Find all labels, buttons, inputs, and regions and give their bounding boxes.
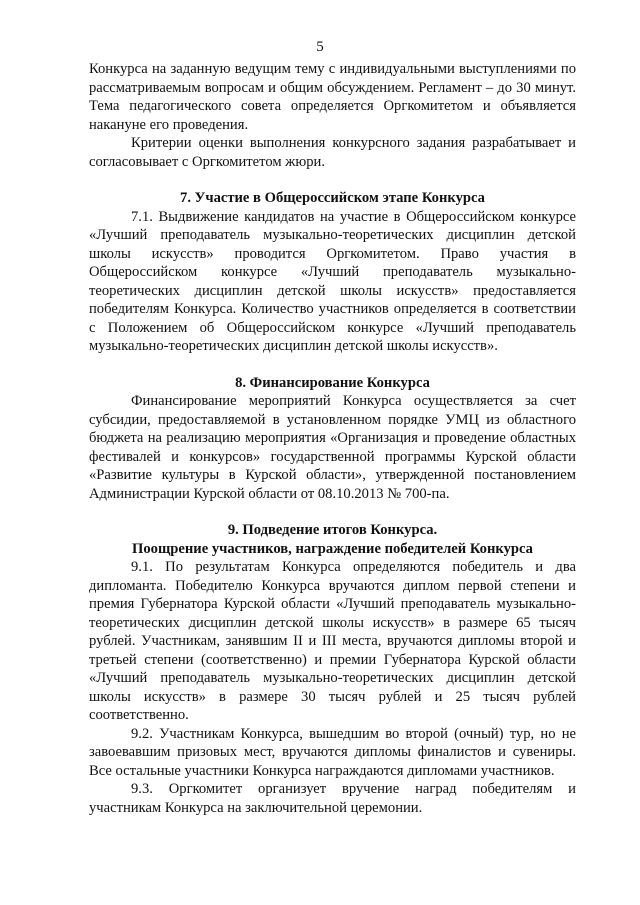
- section-9-paragraph-2: 9.2. Участникам Конкурса, вышедшим во второй (очный) тур, но не завоевавшим призовых мест, вручаются дипломы финалистов и сувениры. Все остальные участники Конкурса награждаются дипломами участников.: [89, 725, 576, 779]
- intro-paragraph-2: Критерии оценки выполнения конкурсного задания разрабатывает и согласовывает с Оргкомитетом жюри.: [89, 135, 576, 170]
- section-9-heading: 9. Подведение итогов Конкурса.: [227, 522, 438, 538]
- section-8-heading: 8. Финансирование Конкурса: [235, 374, 430, 391]
- document-body: [89, 60, 576, 817]
- section-7-heading: 7. Участие в Общероссийском этапе Конкурса: [180, 190, 485, 206]
- section-9-paragraph-1: 9.1. По результатам Конкурса определяются победитель и два дипломанта. Победителю Конкурса вручаются диплом первой степени и премия Губернатора Курской области «Лучший преподаватель музыкально-теоретических дисциплин детской школы искусств» в размере 65 тысяч рублей. Участникам, занявшим II и III места, вручаются дипломы второй и третьей степени (соответственно) и премии Губернатора Курской области «Лучший преподаватель музыкально-теоретических дисциплин детской школы искусств» в размере 30 тысяч рублей и 25 тысяч рублей соответственно.: [89, 559, 576, 723]
- intro-paragraph-1: Конкурса на заданную ведущим тему с индивидуальными выступлениями по рассматриваемым вопросам и общим обсуждением. Регламент – до 30 минут. Тема педагогического совета определяется Оргкомитетом и объявляется накануне его проведения.: [89, 61, 576, 133]
- section-7-paragraph-1: 7.1. Выдвижение кандидатов на участие в Общероссийском конкурсе «Лучший преподаватель музыкально-теоретических дисциплин детской школы искусств» проводится Оргкомитетом. Право участия в Общероссийском конкурсе «Лучший преподаватель музыкально-теоретических дисциплин детской школы искусств» предоставляется победителям Конкурса. Количество участников определяется в соответствии с Положением об Общероссийском конкурсе «Лучший преподаватель музыкально-теоретических дисциплин детской школы искусств».: [89, 208, 576, 354]
- section-9-paragraph-3: 9.3. Оргкомитет организует вручение наград победителям и участникам Конкурса на заключительной церемонии.: [89, 781, 576, 816]
- section-8-paragraph-1: Финансирование мероприятий Конкурса осуществляется за счет субсидии, предоставляемой в установленном порядке УМЦ из областного бюджета на реализацию мероприятия «Организация и проведение областных фестивалей и конкурсов» государственной программы Курской области «Развитие культуры в Курской области», утвержденной постановлением Администрации Курской области от 08.10.2013 № 700-па.: [89, 393, 576, 502]
- page-number: 5: [316, 39, 324, 55]
- section-9-subheading: Поощрение участников, награждение победителей Конкурса: [132, 540, 533, 557]
